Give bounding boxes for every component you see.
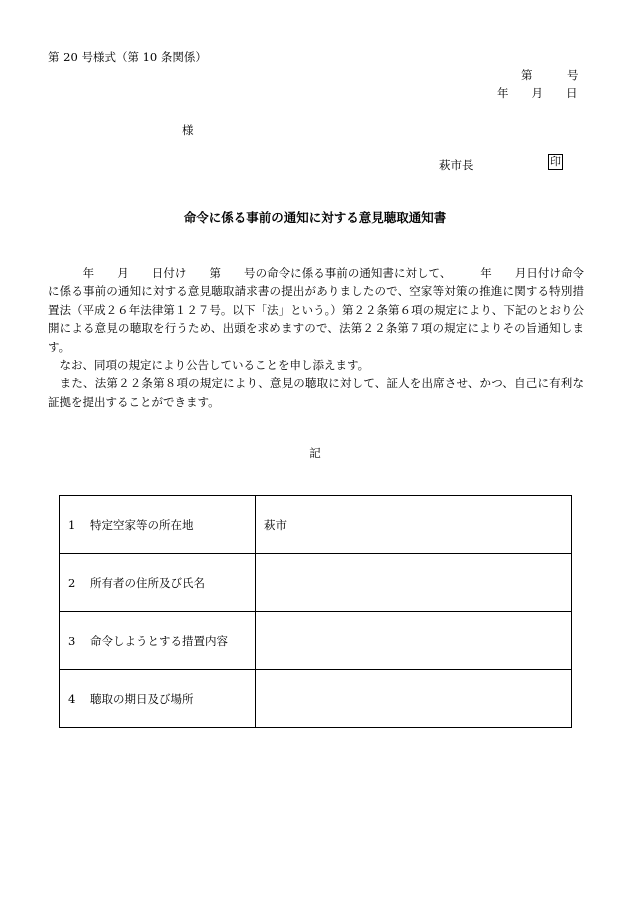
item-value-cell: 萩市 — [256, 496, 572, 554]
item-number: 3 — [68, 633, 76, 648]
item-number: 1 — [68, 517, 76, 532]
item-label-cell — [60, 554, 256, 612]
table-row — [60, 496, 572, 554]
sender-name: 萩市長 — [439, 158, 474, 172]
addressee-honorific: 様 — [182, 123, 194, 137]
seal-stamp: 印 — [550, 155, 561, 168]
item-label: 特定空家等の所在地 — [90, 517, 194, 532]
items-table — [59, 495, 572, 728]
body-text — [48, 264, 584, 411]
item-label: 聴取の期日及び場所 — [90, 691, 194, 706]
item-label: 命令しようとする措置内容 — [90, 633, 228, 648]
body-paragraph-2: なお、同項の規定により公告していることを申し添えます。 — [48, 358, 370, 373]
item-value-cell — [256, 554, 572, 612]
table-row — [60, 554, 572, 612]
document-number: 第 号 — [521, 68, 579, 82]
item-label-cell — [60, 670, 256, 728]
item-number: 2 — [68, 575, 76, 590]
ki-heading: 記 — [309, 446, 321, 460]
form-number: 第 20 号様式（第 10 条関係） — [48, 50, 207, 64]
table-row — [60, 670, 572, 728]
body-paragraph-1: 年 月 日付け 第 号の命令に係る事前の通知書に対して、 年 月日付け命令に係る事前の通知に対する意見聴取請求書の提出がありましたので、空家等対策の推進に関する特別措置法（平成２６年法律第１２７号。以下「法」という。）第２２条第６項の規定により、下記のとおり公開による意見の聴取を行うため、出頭を求めますので、法第２２条第７項の規定によりその旨通知します。 — [48, 266, 584, 354]
item-number: 4 — [68, 691, 76, 706]
item-value-cell — [256, 612, 572, 670]
item-label: 所有者の住所及び氏名 — [90, 575, 205, 590]
document-title: 命令に係る事前の通知に対する意見聴取通知書 — [183, 210, 447, 225]
issue-date: 年 月 日 — [497, 86, 578, 100]
table-row — [60, 612, 572, 670]
item-label-cell — [60, 612, 256, 670]
item-value-cell — [256, 670, 572, 728]
body-paragraph-3: また、法第２２条第８項の規定により、意見の聴取に対して、証人を出席させ、かつ、自己に有利な証拠を提出することができます。 — [48, 376, 584, 409]
item-label-cell — [60, 496, 256, 554]
